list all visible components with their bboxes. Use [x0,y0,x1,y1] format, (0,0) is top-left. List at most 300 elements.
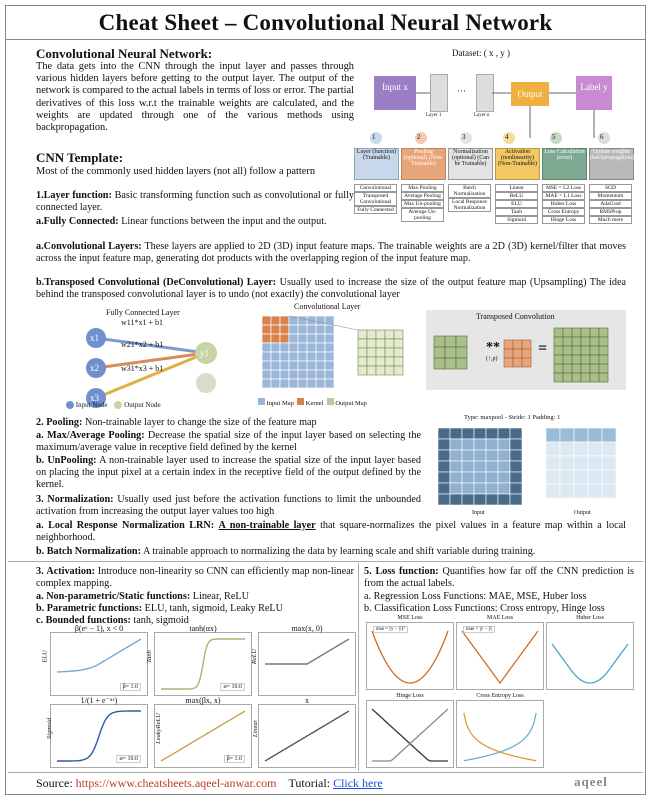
input-cell [325,370,334,379]
item-num: b. [364,603,372,614]
tconv-op: ** [486,340,500,355]
pool-output-cell [560,428,574,442]
input-cell [289,343,298,352]
item-bold: Transposed Convolutional (DeConvolutional) Layer: [44,277,277,288]
pool-input-cell [474,494,486,505]
kernel-cell [262,325,271,334]
output-cell [394,339,403,348]
pool-output-cell [560,442,574,456]
tconv-input-cell [445,358,456,369]
item-num: 1. [36,190,44,201]
input-cell [262,352,271,361]
tconv-output-cell [599,346,608,355]
tutorial-link[interactable]: Click here [333,776,383,790]
maxpool-input-label: Input [472,510,485,516]
list-item: ReLU [495,192,538,200]
legend-swatch [297,398,304,405]
input-cell [298,334,307,343]
tconv-output-cell [554,337,563,346]
plot-title: Cross Entropy Loss [476,693,524,699]
pool-output-cell [546,428,560,442]
tconv-output-cell [554,364,563,373]
item-num: a. [36,591,44,602]
legend-swatch [327,398,334,405]
label-node: Label y [576,76,612,110]
plot-curve [259,633,355,695]
pool-input-cell [486,494,498,505]
activation-plot-linear [252,696,356,768]
tconv-output-cell [572,364,581,373]
input-cell [289,379,298,388]
output-cell [385,366,394,375]
curve-line [57,639,141,672]
pipeline-diagram [346,46,641,246]
item-num: 3. [36,566,44,577]
list-item: Much more [589,216,632,224]
weight-1: w11*x1 + b1 [121,318,163,327]
pool-input-cell [462,428,474,439]
curve-line [372,709,448,761]
tconv-output-cell [563,355,572,364]
tconv-output-cell [581,337,590,346]
legend-label: Kernel [305,400,324,407]
plot-ylabel: Sigmoid [46,717,54,740]
pool-input-cell [498,483,510,494]
item-text: Basic transforming function such as convolutional or fully connected layer. [36,190,354,213]
plot-title: max(x, 0) [291,624,323,633]
pool-output-cell [574,470,588,484]
pool-input-cell [462,494,474,505]
tconv-kernel-cell [513,349,522,358]
item-text: Decrease the spatial size of the input layer based on selecting the maximum/average value in receptive field defined by the kernel [36,430,421,453]
plot-legend: mae = |y − ŷ| [463,626,495,633]
weight-3: w31*x3 + b1 [121,364,164,373]
pool-input-cell [510,428,522,439]
input-cell [280,370,289,379]
input-cell [316,370,325,379]
tconv-output-cell [563,337,572,346]
item-text: ELU, tanh, sigmoid, Leaky ReLU [142,603,284,614]
list-item: Average Pooling [401,192,444,200]
input-cell [271,352,280,361]
activation-plot-elu [41,624,148,696]
col-activation-list [495,184,538,224]
item-num: a. [36,216,44,227]
pool-input-cell [450,439,462,450]
tconv-input-cell [445,347,456,358]
item-layer-function [36,190,354,214]
tconv-output-cell [572,328,581,337]
curve-line [265,711,349,761]
list-item: Batch Normalization [448,184,491,198]
maxpool-figure [434,414,634,519]
list-item: Local Response Normalization [448,198,491,212]
pool-input-cell [474,472,486,483]
list-item: MAE = L1 Loss [542,192,585,200]
pool-output-cell [588,428,602,442]
pool-input-cell [450,461,462,472]
input-cell [280,352,289,361]
output-cell [367,357,376,366]
source-link[interactable]: https://www.cheatsheets.aqeel-anwar.com [75,776,277,790]
step-6: 6 [600,133,604,141]
list-item: SGD [589,184,632,192]
pool-output-cell [546,484,560,498]
plot-curve [547,623,633,689]
tconv-output-cell [581,373,590,382]
input-cell [298,316,307,325]
pool-input-cell [486,483,498,494]
plot-ylabel: ELU [41,650,49,663]
col-norm-list [448,184,491,212]
conv-graphic [258,312,418,396]
item-num: a. [364,591,372,602]
col-pooling-list [401,184,444,222]
input-cell [316,352,325,361]
input-node: Input x [374,76,416,110]
column-divider [358,563,359,771]
item-bold: UnPooling: [47,455,97,466]
output-cell [367,366,376,375]
step-5: 5 [552,133,556,141]
curve-line [265,639,349,664]
plot-legend: β= 1.0 [120,683,141,691]
pool-input-cell [462,461,474,472]
box-normalization: Normalization (optional) (Can be Trainable) [448,148,493,180]
item-bold: Batch Normalization: [46,546,141,557]
tconv-kernel-cell [504,340,513,349]
node-x1: x1 [90,333,99,343]
list-item: Sigmoid [495,216,538,224]
tconv-eq: = [538,340,548,357]
tconv-kernel-cell [522,358,531,367]
tconv-output-cell [563,364,572,373]
input-cell [262,361,271,370]
output-cell [358,357,367,366]
output-cell [376,357,385,366]
item-bold: Bounded functions: [45,615,131,626]
pool-input-cell [474,461,486,472]
pool-output-cell [602,428,616,442]
list-item: Hinge Loss [542,216,585,224]
tconv-output-cell [572,337,581,346]
step-4: 4 [505,133,509,141]
item-num: b. [36,546,45,557]
pool-input-cell [510,483,522,494]
item-unpooling [36,455,421,491]
pool-input-cell [438,483,450,494]
pool-input-cell [498,450,510,461]
tconv-input-cell [445,336,456,347]
output-cell [367,330,376,339]
item-bold: Loss function: [375,566,439,577]
curve-line [552,644,628,683]
plot-ylabel: ReLU [251,648,259,665]
item-classification-loss [364,603,634,615]
output-cell [376,330,385,339]
activation-plot-tanh [145,624,252,696]
input-cell [307,325,316,334]
input-cell [316,325,325,334]
tconv-output-cell [581,355,590,364]
item-num: 2. [36,417,44,428]
curve-line [161,639,245,689]
plot-legend: β= 1.0 [224,755,245,763]
output-cell [385,339,394,348]
pool-input-cell [450,483,462,494]
item-param [36,603,354,615]
box-pooling: Pooling (optional) (Non-Trainable) [401,148,446,180]
tconv-input-cell [434,358,445,369]
input-cell [271,361,280,370]
plot-title: tanh(αx) [189,624,217,633]
tconv-graphic [426,322,626,388]
pool-output-cell [560,456,574,470]
kernel-cell [280,316,289,325]
source-label: Source: [36,776,76,790]
pool-input-cell [438,450,450,461]
item-text: A trainable approach to normalizing the data by learning scale and shift variable during training. [141,546,536,557]
pool-output-cell [602,456,616,470]
tconv-output-cell [563,346,572,355]
loss-plot-2 [546,615,634,690]
col-update-list [589,184,632,224]
list-item: Fully Connected [354,206,397,214]
output-cell [358,366,367,375]
pool-output-cell [546,456,560,470]
tconv-output-cell [599,373,608,382]
plot-title: β(eˣ − 1), x < 0 [74,624,124,633]
list-item: AdaGrad [589,200,632,208]
input-cell [271,343,280,352]
pool-output-cell [588,484,602,498]
footer [36,776,383,791]
list-item: ELU [495,200,538,208]
item-num: a. [36,241,44,252]
maxpool-title: Type: maxpool - Stride: 1 Padding: 1 [464,414,561,421]
list-item: MSE = L2 Loss [542,184,585,192]
pool-input-cell [462,483,474,494]
pool-output-cell [588,456,602,470]
tconv-output-cell [563,328,572,337]
input-cell [316,316,325,325]
tconv-input-cell [434,347,445,358]
plot-curve [457,701,543,767]
legend-dot [114,401,122,409]
item-text: Quantifies how far off the CNN prediction is from the actual labels. [364,566,634,589]
item-bold: Max/Average Pooling: [46,430,145,441]
plot-ylabel: Tanh [145,650,153,663]
pool-output-cell [602,442,616,456]
kernel-cell [271,316,280,325]
input-cell [289,325,298,334]
input-cell [289,352,298,361]
pool-output-cell [588,470,602,484]
section-divider [8,561,643,562]
input-cell [298,361,307,370]
output-cell [358,348,367,357]
input-cell [325,343,334,352]
loss-plots [366,615,641,770]
pool-input-cell [474,428,486,439]
node-x3: x3 [90,393,99,403]
input-cell [316,361,325,370]
input-cell [307,352,316,361]
pool-input-cell [486,450,498,461]
tconv-output-cell [572,373,581,382]
pool-input-cell [510,494,522,505]
item-activation [36,566,354,590]
input-cell [289,370,298,379]
input-cell [280,343,289,352]
tconv-kernel-cell [504,358,513,367]
pool-input-cell [498,472,510,483]
pool-input-cell [438,461,450,472]
tconv-output-cell [599,337,608,346]
curve-line [57,711,141,761]
tconv-figure [426,310,626,390]
item-bold: Non-parametric/Static functions: [46,591,191,602]
list-item: Linear [495,184,538,192]
item-text: Classification Loss Functions: Cross entropy, Hinge loss [374,603,605,614]
curve-line [372,709,448,761]
plot-curve [259,705,355,767]
item-bold: Activation: [46,566,96,577]
tconv-output-cell [554,346,563,355]
pool-input-cell [450,428,462,439]
loss-plot-1 [456,615,544,690]
item-underline: A non-trainable layer [218,520,316,531]
pool-output-cell [574,442,588,456]
kernel-cell [262,334,271,343]
tconv-sub: (↑,p) [486,356,498,362]
item-num: c. [36,615,44,626]
tconv-output-cell [590,373,599,382]
pool-input-cell [498,494,510,505]
tconv-output-cell [590,328,599,337]
pool-input-cell [486,472,498,483]
legend-label: Input Map [266,400,294,407]
curve-line [462,631,538,683]
input-cell [298,352,307,361]
pool-output-cell [574,428,588,442]
tconv-input-cell [456,347,467,358]
kernel-cell [271,334,280,343]
node-x2: x2 [90,363,99,373]
maxpool-output-label: Output [574,510,591,516]
input-cell [325,334,334,343]
box-layer: Layer (function) (Trainable) [354,148,399,180]
item-lrn [36,520,626,544]
list-item: Tanh [495,208,538,216]
input-cell [325,352,334,361]
list-item: Max Pooling [401,184,444,192]
kernel-cell [280,325,289,334]
plot-curve [367,701,453,767]
maxpool-graphic [434,424,634,510]
curve-line [372,631,448,683]
pool-input-cell [486,439,498,450]
item-loss [364,566,634,590]
tconv-output-cell [554,355,563,364]
item-text: Linear, ReLU [190,591,249,602]
tconv-output-cell [581,364,590,373]
item-text: Regression Loss Functions: MAE, MSE, Huber loss [373,591,587,602]
pool-input-cell [450,472,462,483]
legend-swatch [258,398,265,405]
item-num: a. [36,520,44,531]
tconv-output-cell [572,346,581,355]
item-text: These layers are applied to 2D (3D) input feature maps. The trainable weights are a 2D (3D) kernel/filter that moves across the input feature map, generating dot products with the overlapping region of the input feature map. [36,241,626,264]
pool-input-cell [510,461,522,472]
input-cell [298,370,307,379]
item-num: 3. [36,494,44,505]
item-bold: Parametric functions: [46,603,143,614]
item-conv-layers [36,241,626,265]
footer-divider [8,772,643,773]
list-item: RMSProp [589,208,632,216]
input-cell [262,379,271,388]
weight-2: w21*x2 + b1 [121,340,164,349]
pool-output-cell [560,470,574,484]
input-cell [271,379,280,388]
input-cell [307,343,316,352]
activation-plots [41,624,354,768]
loss-plot-0 [366,615,454,690]
output-node: Output [511,82,549,106]
conv-figure [258,300,418,410]
tconv-title: Transposed Convolution [476,312,555,321]
pool-input-cell [438,439,450,450]
template-heading: CNN Template: [36,150,124,165]
item-bold: Layer function: [43,190,112,201]
node-y1: y1 [200,348,209,358]
pool-input-cell [510,472,522,483]
pool-input-cell [486,461,498,472]
output-cell [394,357,403,366]
tconv-output-cell [590,364,599,373]
item-text: Non-trainable layer to change the size of the feature map [82,417,317,428]
cheat-sheet-page [5,5,646,795]
pool-output-cell [602,484,616,498]
col-layer-list [354,184,397,214]
box-update: Update weights (backpropagation) [589,148,634,180]
tconv-output-cell [572,355,581,364]
kernel-cell [271,325,280,334]
output-cell [358,339,367,348]
input-cell [289,334,298,343]
plot-ylabel: Linear [252,719,260,738]
loss-plot-4 [456,693,544,768]
output-cell [367,348,376,357]
plot-legend: mse = (y − ŷ)² [373,626,408,633]
item-num: b. [36,603,45,614]
curve-line [161,711,245,761]
tconv-output-cell [581,328,590,337]
conv-legend [258,398,367,407]
plot-title: MAE Loss [486,615,514,621]
input-cell [307,379,316,388]
output-cell [376,366,385,375]
list-item: Max Un-pooling [401,200,444,208]
tconv-kernel-cell [522,349,531,358]
box-loss: Loss Calculation (error) [542,148,587,180]
pool-input-cell [462,472,474,483]
pool-output-cell [574,456,588,470]
item-bold: Pooling: [46,417,83,428]
item-text: that square-normalizes the pixel values in a feature map within a local neighborhood. [36,520,627,543]
activation-plot-leakyrelu [154,696,252,768]
